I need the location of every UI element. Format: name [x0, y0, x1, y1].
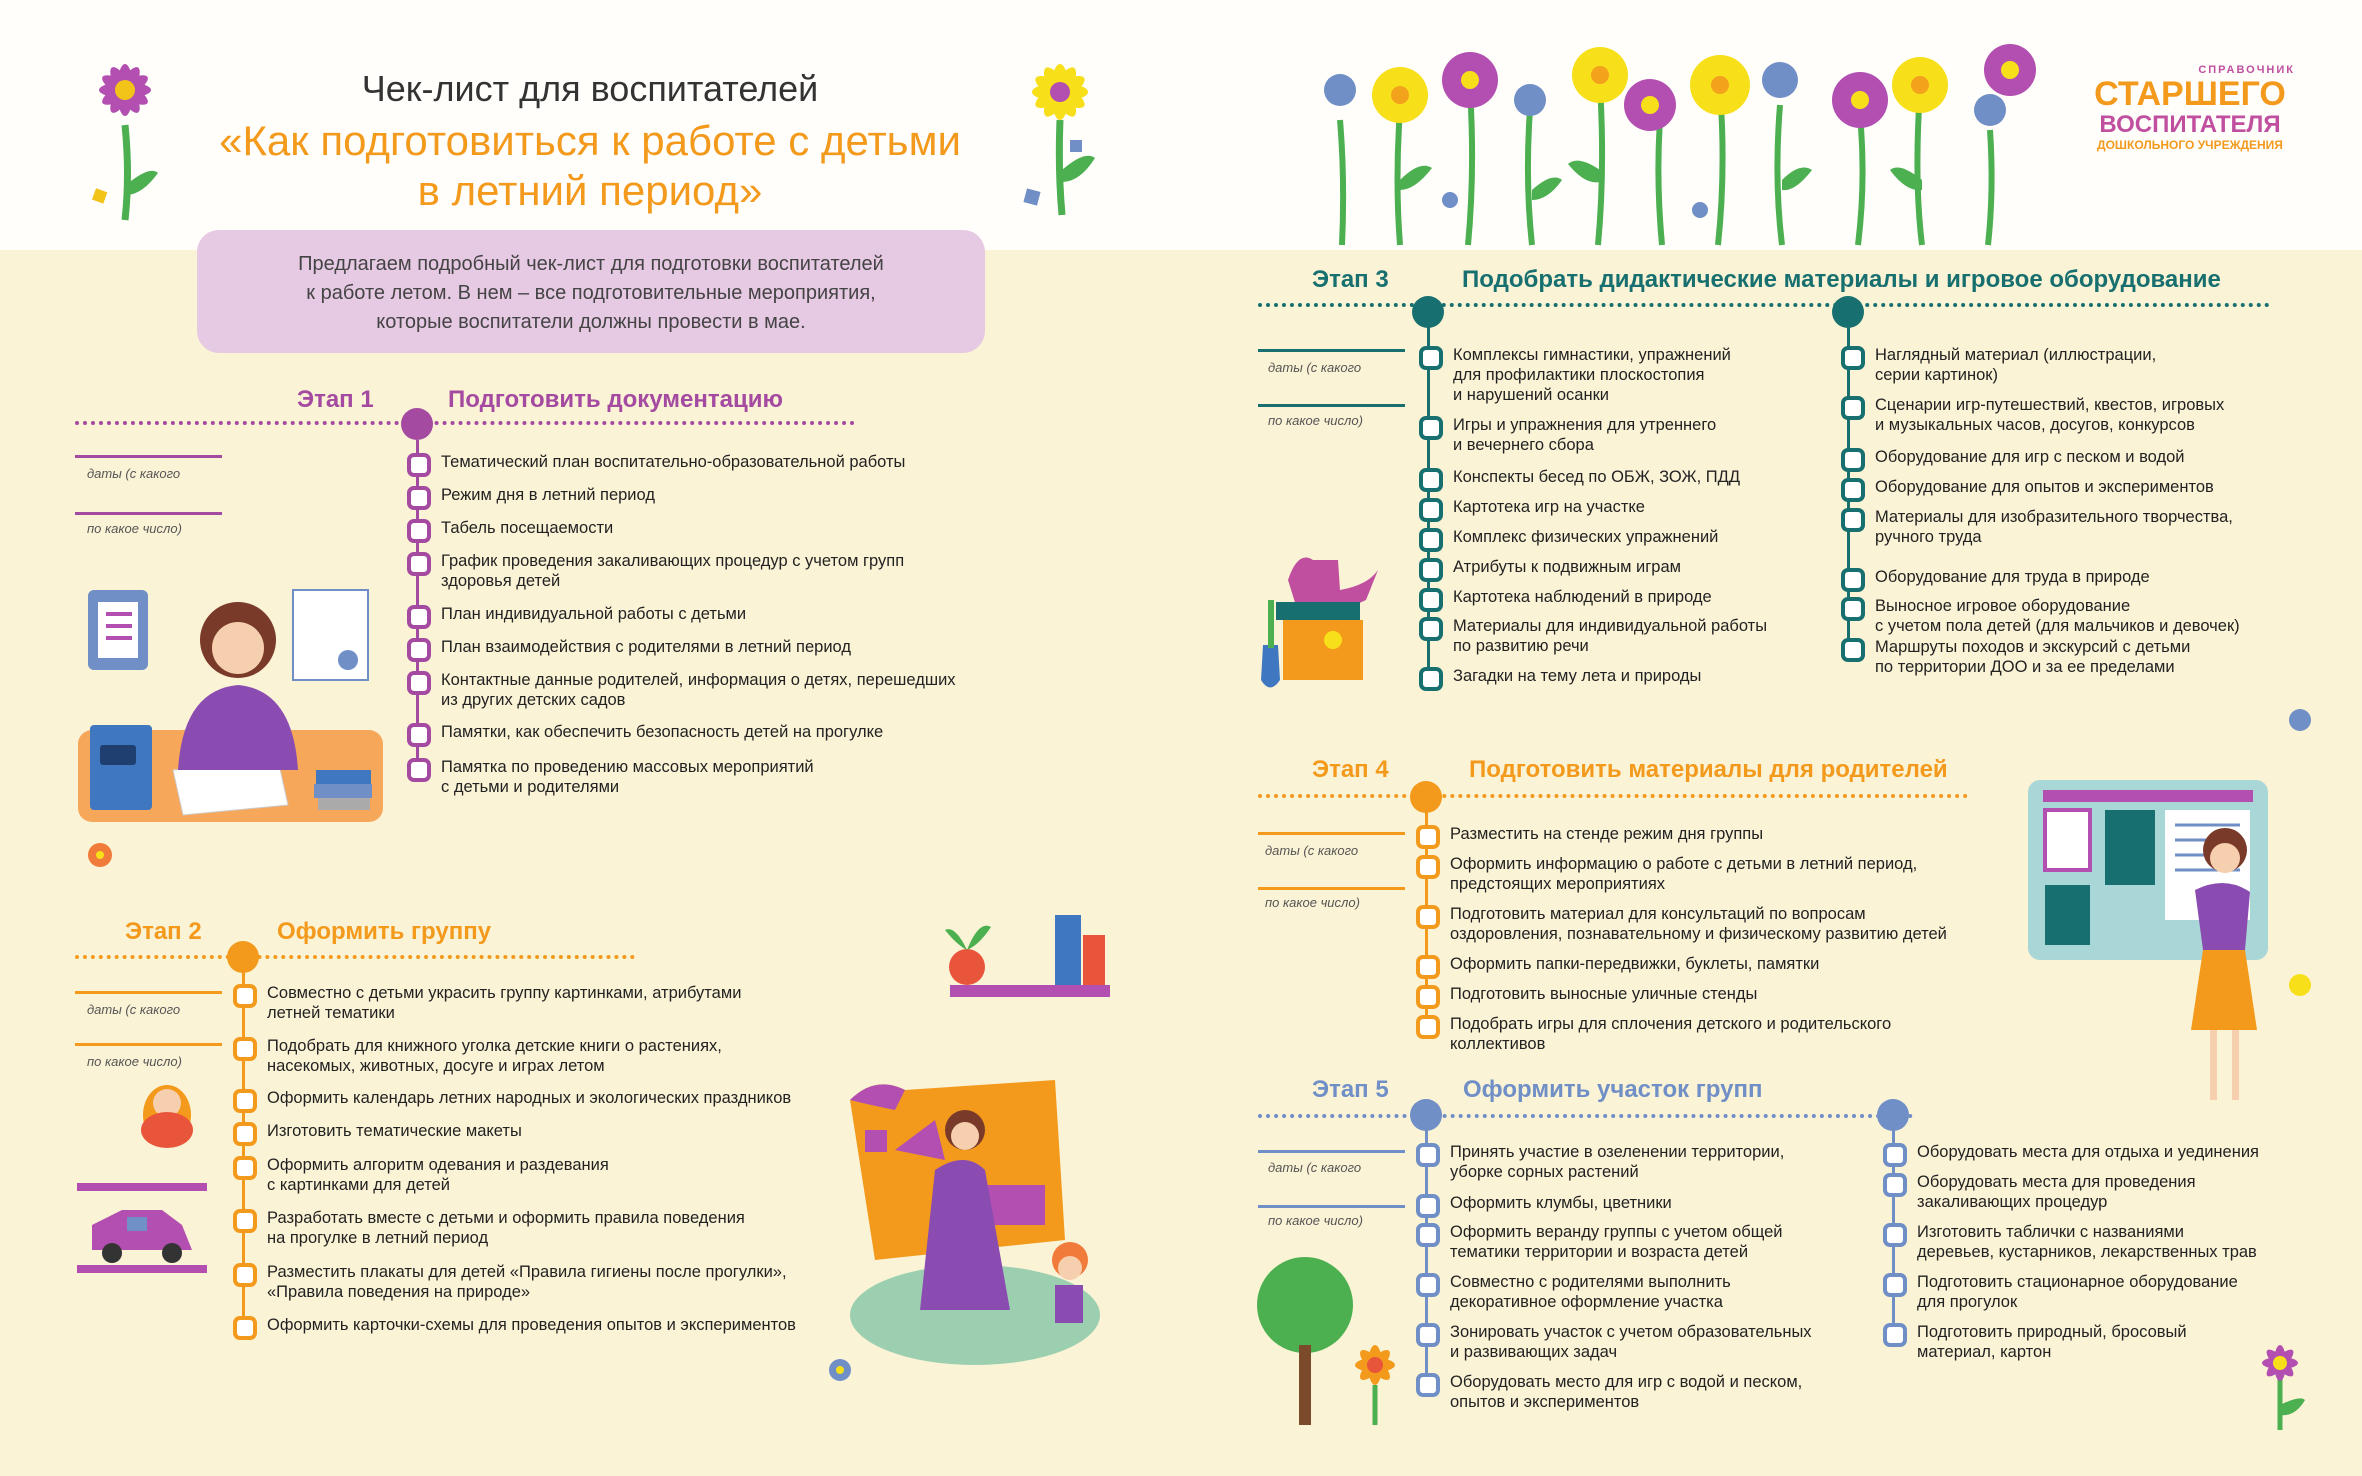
checklist-item-text: Подготовить материал для консультаций по вопросам [1450, 905, 1866, 923]
stage2-node [227, 941, 259, 973]
checklist-item [1450, 1272, 1731, 1312]
date-from-line [75, 455, 222, 458]
checklist-item-text: Разместить плакаты для детей «Правила гигиены после прогулки», [267, 1263, 787, 1281]
stage5-divider [1258, 1114, 1913, 1118]
checklist-item [1453, 616, 1767, 656]
checkbox[interactable] [1416, 955, 1440, 979]
checklist-item [267, 1155, 609, 1195]
checkbox[interactable] [1419, 667, 1443, 691]
checklist-item-text: летней тематики [267, 1004, 395, 1022]
stage3-label: Этап 3 [1312, 266, 1389, 293]
checklist-item-text: серии картинок) [1875, 366, 1998, 384]
date-from-line [75, 991, 222, 994]
publisher-logo [2085, 64, 2295, 152]
checklist-item-text: Оборудование для игр с песком и водой [1875, 448, 2185, 466]
checklist-item-text: Изготовить тематические макеты [267, 1122, 522, 1140]
stage5-node [1410, 1099, 1442, 1131]
stage4-label: Этап 4 [1312, 756, 1389, 783]
checklist-item [441, 452, 905, 472]
page-title: Чек-лист для воспитателей [361, 68, 819, 109]
checklist-item-text: Оформить папки-передвижки, буклеты, памятки [1450, 955, 1820, 973]
checklist-item [1450, 954, 1819, 974]
checklist-item [1450, 1193, 1672, 1213]
stage3-node [1412, 296, 1444, 328]
checklist-item-text: насекомых, животных, досуге и играх летом [267, 1057, 605, 1075]
date-from-label: даты (с какого [1265, 843, 1359, 858]
checklist-item-text: Режим дня в летний период [441, 486, 655, 504]
checkbox[interactable] [1419, 498, 1443, 522]
checkbox[interactable] [1416, 825, 1440, 849]
checklist-item-text: План взаимодействия с родителями в летний период [441, 638, 852, 656]
logo-line1: СТАРШЕГО [2094, 75, 2286, 113]
date-to-label: по какое число) [87, 1054, 182, 1069]
stage3-divider [1258, 303, 2270, 307]
checklist-item [1875, 637, 2190, 677]
checklist-item [441, 551, 904, 591]
checklist-item [1875, 395, 2224, 435]
checklist-item [1875, 507, 2233, 547]
checklist-item-text: Оформить клумбы, цветники [1450, 1194, 1672, 1212]
checklist-item-text: Оборудовать места для отдыха и уединения [1917, 1143, 2259, 1161]
checklist-item [1453, 415, 1716, 455]
checklist-item [1450, 984, 1757, 1004]
checklist-item [1450, 1222, 1783, 1262]
checklist-item-text: Комплекс физических упражнений [1453, 528, 1719, 546]
tree-illustration [1250, 1250, 1450, 1430]
checklist-item-text: Тематический план воспитательно-образовательной работы [441, 453, 906, 471]
checkbox[interactable] [1416, 855, 1440, 879]
checklist-item-text: Материалы для изобразительного творчества, [1875, 508, 2233, 526]
checklist-item-text: декоративное оформление участка [1450, 1293, 1723, 1311]
page-subtitle [180, 116, 1000, 216]
checkbox[interactable] [233, 1209, 257, 1233]
checkbox[interactable] [407, 638, 431, 662]
checklist-item [441, 604, 746, 624]
checklist-item-text: Оборудование для опытов и экспериментов [1875, 478, 2214, 496]
checklist-item [1875, 477, 2214, 497]
date-to-label: по какое число) [1265, 895, 1360, 910]
checkbox[interactable] [1883, 1173, 1907, 1197]
checklist-item [441, 518, 613, 538]
checklist-item-text: и нарушений осанки [1453, 386, 1610, 404]
subtitle-line: в летний период» [417, 167, 763, 214]
checkbox[interactable] [1841, 346, 1865, 370]
checkbox[interactable] [1883, 1273, 1907, 1297]
logo-small: СПРАВОЧНИК [2198, 64, 2295, 76]
checklist-item [441, 757, 814, 797]
stage3-title: Подобрать дидактические материалы и игровое оборудование [1462, 266, 2221, 293]
checkbox[interactable] [1841, 638, 1865, 662]
checklist-item-text: Наглядный материал (иллюстрации, [1875, 346, 2157, 364]
checkbox[interactable] [233, 1316, 257, 1340]
checklist-item [1875, 567, 2150, 587]
flower-icon [1010, 50, 1110, 220]
checklist-item-text: и вечернего сбора [1453, 436, 1594, 454]
checklist-item-text: из других детских садов [441, 691, 626, 709]
logo-line3: ДОШКОЛЬНОГО УЧРЕЖДЕНИЯ [2097, 138, 2283, 152]
checklist-item [267, 1315, 796, 1335]
date-to-label: по какое число) [1268, 1213, 1363, 1228]
date-to-label: по какое число) [87, 521, 182, 536]
date-to-line [1258, 404, 1405, 407]
checklist-item-text: здоровья детей [441, 572, 561, 590]
checklist-item-text: Памятки, как обеспечить безопасность детей на прогулке [441, 723, 884, 741]
subtitle-line: «Как подготовиться к работе с детьми [219, 117, 961, 164]
checklist-item [1453, 497, 1645, 517]
checklist-item [1453, 467, 1740, 487]
checklist-item-text: Картотека наблюдений в природе [1453, 588, 1712, 606]
intro-box [197, 230, 985, 353]
checklist-item-text: и музыкальных часов, досугов, конкурсов [1875, 416, 2195, 434]
checklist-item [267, 983, 741, 1023]
teacher-board-illustration [2025, 780, 2275, 1140]
checkbox[interactable] [233, 1156, 257, 1180]
checkbox[interactable] [1419, 346, 1443, 370]
checklist-item-text: Табель посещаемости [441, 519, 614, 537]
checkbox[interactable] [1419, 617, 1443, 641]
checklist-item-text: Оборудовать место для игр с водой и песком, [1450, 1373, 1803, 1391]
checklist-item [1450, 854, 1917, 894]
stage5-title: Оформить участок групп [1463, 1076, 1763, 1103]
checklist-item-text: Сценарии игр-путешествий, квестов, игровых [1875, 396, 2225, 414]
checklist-item-text: закаливающих процедур [1917, 1193, 2108, 1211]
checkbox[interactable] [407, 552, 431, 576]
logo-line2: ВОСПИТАТЕЛЯ [2099, 111, 2281, 138]
checklist-item-text: и развивающих задач [1450, 1343, 1618, 1361]
checklist-item-text: коллективов [1450, 1035, 1546, 1053]
stage3-node [1832, 296, 1864, 328]
checkbox[interactable] [1416, 1015, 1440, 1039]
checklist-item-text: предстоящих мероприятиях [1450, 875, 1666, 893]
garden-tools-illustration [1258, 530, 1388, 710]
checklist-item-text: уборке сорных растений [1450, 1163, 1639, 1181]
checklist-item [1917, 1142, 2259, 1162]
checklist-item-text: Загадки на тему лета и природы [1453, 667, 1702, 685]
date-to-line [75, 1043, 222, 1046]
checklist-item-text: Оформить веранду группы с учетом общей [1450, 1223, 1783, 1241]
flower-icon [825, 1355, 855, 1385]
flower-icon [85, 840, 115, 870]
stage5-node [1877, 1099, 1909, 1131]
stage2-divider [75, 955, 635, 959]
stage2-label: Этап 2 [125, 918, 202, 945]
checklist-item-text: для прогулок [1917, 1293, 2018, 1311]
checklist-item-text: План индивидуальной работы с детьми [441, 605, 747, 623]
date-from-label: даты (с какого [87, 1002, 181, 1017]
checklist-item [1453, 345, 1731, 405]
checklist-item-text: оздоровления, познавательному и физическому развитию детей [1450, 925, 1947, 943]
checklist-item-text: опытов и экспериментов [1450, 1393, 1640, 1411]
checklist-item-text: Разработать вместе с детьми и оформить правила поведения [267, 1209, 745, 1227]
checklist-item-text: Оформить алгоритм одевания и раздевания [267, 1156, 609, 1174]
checklist-item-text: Контактные данные родителей, информация о детях, перешедших [441, 671, 956, 689]
checklist-item-text: Подготовить природный, бросовый [1917, 1323, 2187, 1341]
checklist-item-text: Подобрать для книжного уголка детские книги о растениях, [267, 1037, 722, 1055]
checkbox[interactable] [407, 453, 431, 477]
checklist-item [267, 1121, 522, 1141]
checklist-item [1450, 824, 1763, 844]
date-to-label: по какое число) [1268, 413, 1363, 428]
checkbox[interactable] [1841, 597, 1865, 621]
checkbox[interactable] [1419, 528, 1443, 552]
checklist-item-text: Маршруты походов и экскурсий с детьми [1875, 638, 2191, 656]
checklist-item-text: с учетом пола детей (для мальчиков и девочек) [1875, 617, 2240, 635]
checklist-item-text: Совместно с родителями выполнить [1450, 1273, 1731, 1291]
checkbox[interactable] [1841, 448, 1865, 472]
checklist-item-text: Картотека игр на участке [1453, 498, 1645, 516]
checklist-item-text: Оформить карточки-схемы для проведения опытов и экспериментов [267, 1316, 796, 1334]
checklist-item [1875, 447, 2185, 467]
checklist-item [1917, 1222, 2257, 1262]
checkbox[interactable] [1416, 985, 1440, 1009]
checkbox[interactable] [407, 758, 431, 782]
date-from-label: даты (с какого [1268, 1160, 1362, 1175]
checklist-item-text: Памятка по проведению массовых мероприятий [441, 758, 814, 776]
flower-icon [2245, 1335, 2315, 1435]
checkbox[interactable] [233, 1089, 257, 1113]
checklist-item-text: Зонировать участок с учетом образовательных [1450, 1323, 1812, 1341]
checkbox[interactable] [1883, 1323, 1907, 1347]
intro-line: Предлагаем подробный чек-лист для подготовки воспитателей [298, 253, 884, 275]
checkbox[interactable] [1419, 558, 1443, 582]
teacher-desk-illustration [78, 580, 388, 830]
stage1-label: Этап 1 [297, 386, 374, 413]
checkbox[interactable] [233, 1263, 257, 1287]
checklist-item-text: для профилактики плоскостопия [1453, 366, 1705, 384]
checklist-item [1450, 1014, 1891, 1054]
checkbox[interactable] [407, 723, 431, 747]
checklist-item-text: тематики территории и возраста детей [1450, 1243, 1749, 1261]
checklist-item-text: Атрибуты к подвижным играм [1453, 558, 1681, 576]
shelf-illustration [935, 905, 1115, 1005]
checklist-item [267, 1088, 791, 1108]
date-from-label: даты (с какого [1268, 360, 1362, 375]
intro-line: к работе летом. В нем – все подготовительные мероприятия, [306, 282, 876, 304]
checklist-item-text: Изготовить таблички с названиями [1917, 1223, 2184, 1241]
checklist-item [441, 485, 655, 505]
checklist-item-text: с детьми и родителями [441, 778, 620, 796]
checklist-item [1453, 557, 1681, 577]
checklist-item-text: График проведения закаливающих процедур с учетом групп [441, 552, 905, 570]
checkbox[interactable] [1841, 508, 1865, 532]
checklist-item-text: Оформить календарь летних народных и экологических праздников [267, 1089, 792, 1107]
date-to-line [75, 512, 222, 515]
checklist-item [1450, 904, 1947, 944]
stage1-title: Подготовить документацию [448, 386, 783, 413]
checklist-item-text: Оборудовать места для проведения [1917, 1173, 2196, 1191]
checkbox[interactable] [233, 1122, 257, 1146]
stage1-node [401, 408, 433, 440]
checklist-item [441, 637, 851, 657]
checkbox[interactable] [1416, 1223, 1440, 1247]
checklist-item [1453, 587, 1712, 607]
checklist-item-text: Принять участие в озеленении территории, [1450, 1143, 1785, 1161]
date-to-line [1258, 1205, 1405, 1208]
checklist-item-text: с картинками для детей [267, 1176, 450, 1194]
checklist-item-text: ручного труда [1875, 528, 1982, 546]
checklist-item-text: по территории ДОО и за ее пределами [1875, 658, 2175, 676]
flower-icon [2285, 705, 2315, 735]
checkbox[interactable] [1416, 1194, 1440, 1218]
checkbox[interactable] [407, 519, 431, 543]
checklist-item-text: «Правила поведения на природе» [267, 1283, 531, 1301]
checklist-item-text: Совместно с детьми украсить группу картинками, атрибутами [267, 984, 742, 1002]
checkbox[interactable] [1841, 396, 1865, 420]
date-from-line [1258, 349, 1405, 352]
checklist-item-text: Игры и упражнения для утреннего [1453, 416, 1717, 434]
stage2-title: Оформить группу [277, 918, 492, 945]
checkbox[interactable] [407, 671, 431, 695]
teacher-child-illustration [835, 1070, 1115, 1370]
checkbox[interactable] [1841, 568, 1865, 592]
stage1-divider [75, 421, 855, 425]
checklist-item-text: на прогулке в летний период [267, 1229, 489, 1247]
checklist-item [1875, 596, 2240, 636]
stage4-title: Подготовить материалы для родителей [1469, 756, 1948, 783]
checkbox[interactable] [1419, 468, 1443, 492]
checklist-item [1917, 1172, 2196, 1212]
checklist-item-text: Материалы для индивидуальной работы [1453, 617, 1768, 635]
toys-illustration [72, 1075, 212, 1275]
checkbox[interactable] [1416, 1143, 1440, 1167]
checklist-item [441, 670, 956, 710]
checklist-item [1450, 1372, 1802, 1412]
stage4-node [1410, 781, 1442, 813]
flower-icon [80, 45, 170, 225]
checklist-item-text: Выносное игровое оборудование [1875, 597, 2131, 615]
checkbox[interactable] [1416, 905, 1440, 929]
checkbox[interactable] [233, 984, 257, 1008]
checkbox[interactable] [233, 1037, 257, 1061]
checklist-item-text: Оборудование для труда в природе [1875, 568, 2150, 586]
stage5-label: Этап 5 [1312, 1076, 1389, 1103]
intro-line: которые воспитатели должны провести в мае. [376, 311, 806, 333]
flower-bed-icon [1300, 30, 2060, 250]
checklist-item-text: Конспекты бесед по ОБЖ, ЗОЖ, ПДД [1453, 468, 1741, 486]
checklist-item-text: Комплексы гимнастики, упражнений [1453, 346, 1731, 364]
checklist-item [267, 1262, 787, 1302]
checkbox[interactable] [1883, 1143, 1907, 1167]
checkbox[interactable] [1419, 588, 1443, 612]
date-from-line [1258, 832, 1405, 835]
date-from-label: даты (с какого [87, 466, 181, 481]
stage4-divider [1258, 794, 1968, 798]
checkbox[interactable] [407, 486, 431, 510]
checklist-item [441, 722, 883, 742]
checklist-item-text: по развитию речи [1453, 637, 1589, 655]
checklist-item [1875, 345, 2156, 385]
checkbox[interactable] [1841, 478, 1865, 502]
checklist-item-text: деревьев, кустарников, лекарственных трав [1917, 1243, 2257, 1261]
checklist-item [1450, 1142, 1784, 1182]
checkbox[interactable] [407, 605, 431, 629]
date-to-line [1258, 887, 1405, 890]
checkbox[interactable] [1419, 416, 1443, 440]
checklist-item-text: Подготовить стационарное оборудование [1917, 1273, 2238, 1291]
checklist-item [1453, 666, 1701, 686]
date-from-line [1258, 1150, 1405, 1153]
checkbox[interactable] [1883, 1223, 1907, 1247]
checklist-item-text: Разместить на стенде режим дня группы [1450, 825, 1764, 843]
checklist-item-text: Подобрать игры для сплочения детского и родительского [1450, 1015, 1892, 1033]
checklist-item-text: материал, картон [1917, 1343, 2052, 1361]
checklist-item [1453, 527, 1718, 547]
checklist-item-text: Оформить информацию о работе с детьми в летний период, [1450, 855, 1918, 873]
checklist-item [1917, 1322, 2187, 1362]
checklist-item [267, 1208, 745, 1248]
flower-icon [2285, 970, 2315, 1000]
checklist-item [1450, 1322, 1812, 1362]
checklist-item [1917, 1272, 2238, 1312]
checklist-item [267, 1036, 722, 1076]
checklist-item-text: Подготовить выносные уличные стенды [1450, 985, 1758, 1003]
